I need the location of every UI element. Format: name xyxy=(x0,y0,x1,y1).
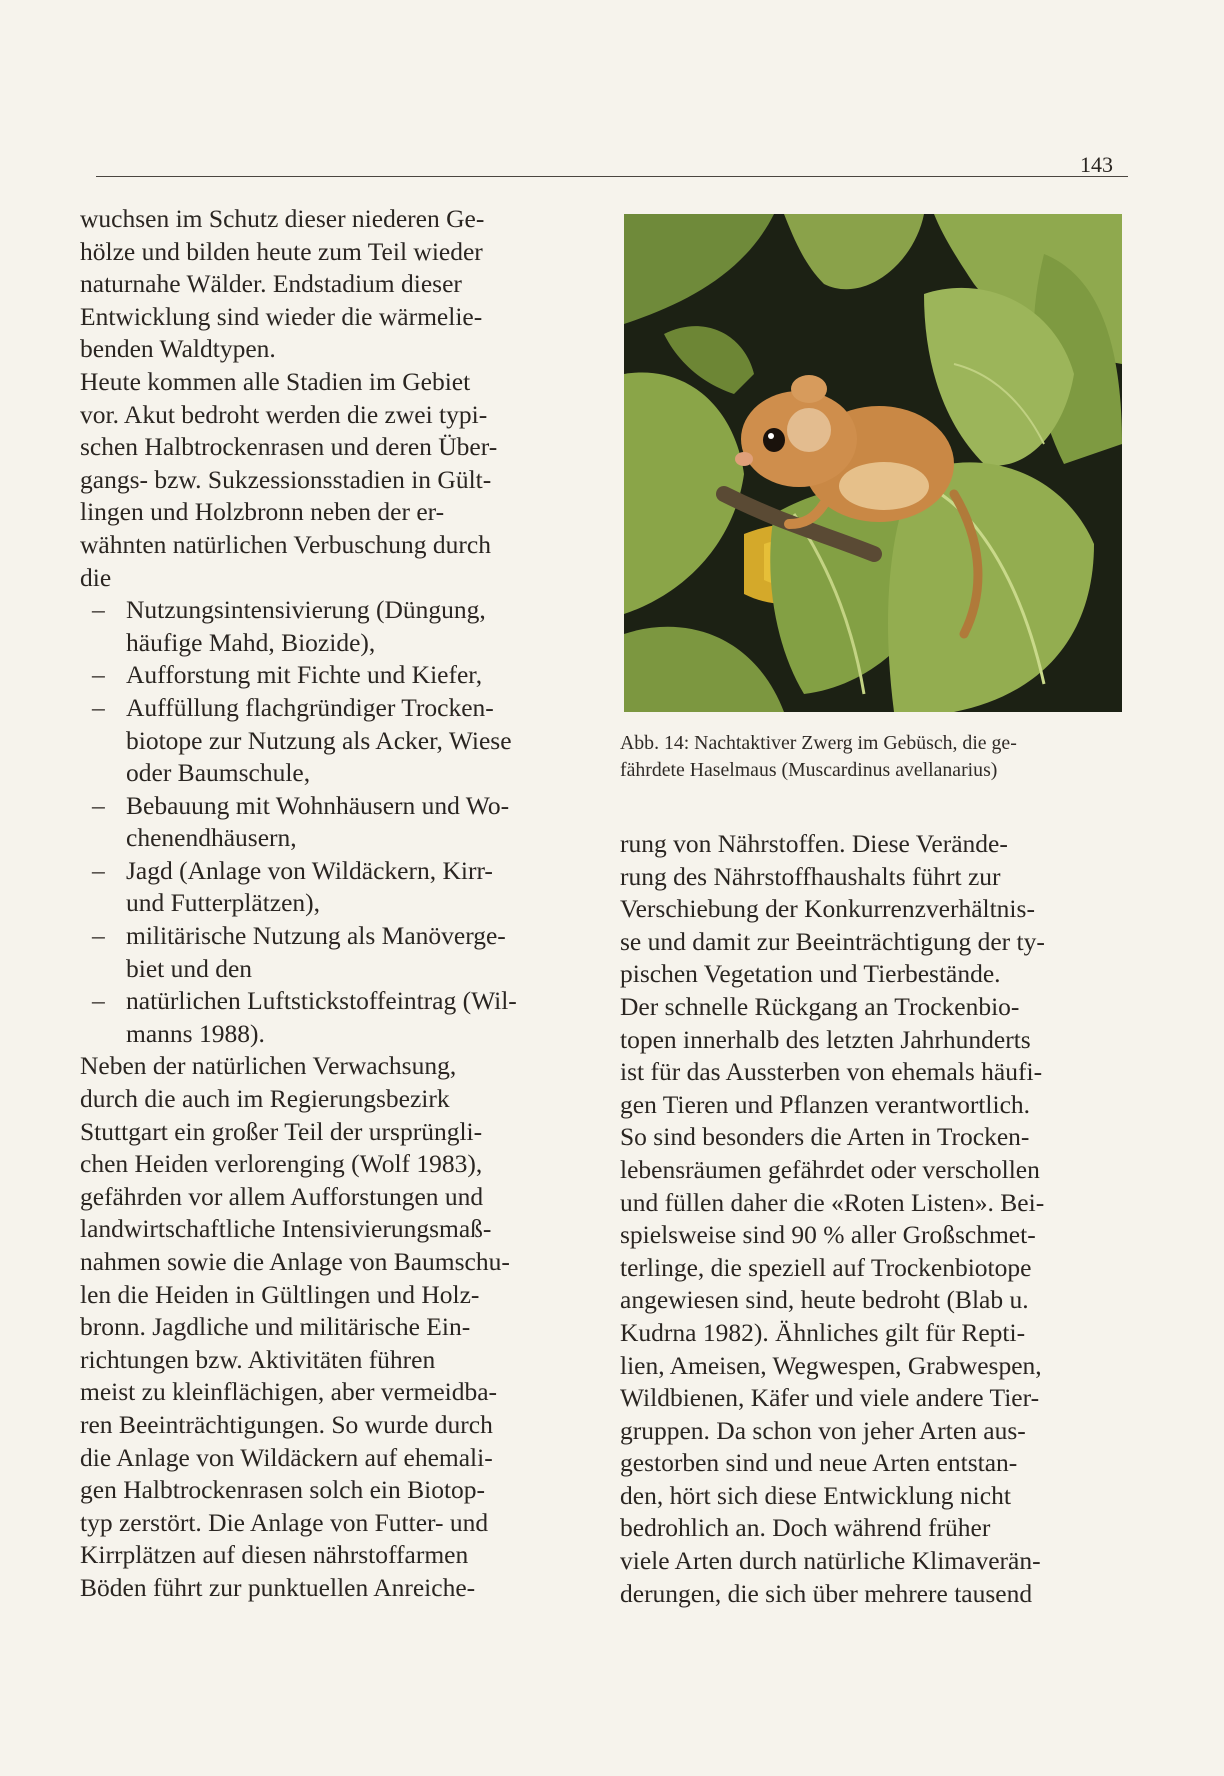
text-line: naturnahe Wälder. Endstadium dieser xyxy=(80,269,462,299)
threat-list-item xyxy=(80,790,588,855)
text-line: ist für das Aussterben von ehemals häufi- xyxy=(620,1057,1043,1087)
text-line: typ zerstört. Die Anlage von Futter- und xyxy=(80,1507,489,1537)
text-line: wuchsen im Schutz dieser niederen Ge- xyxy=(80,204,485,233)
text-line: bronn. Jagdliche und militärische Ein- xyxy=(80,1312,471,1342)
text-line: lebensräumen gefährdet oder verschollen xyxy=(620,1154,1040,1184)
text-line: gangs- bzw. Sukzessionsstadien in Gült- xyxy=(80,464,492,494)
right-column xyxy=(620,828,1116,1610)
text-line: Verschiebung der Konkurrenzverhältnis- xyxy=(620,894,1035,924)
text-line: durch die auch im Regierungsbezirk xyxy=(80,1084,450,1114)
text-line: Entwicklung sind wieder die wärmelie- xyxy=(80,301,483,331)
text-line: gen Halbtrockenrasen solch ein Biotop- xyxy=(80,1475,486,1505)
text-line: se und damit zur Beeinträchtigung der ty- xyxy=(620,926,1045,956)
text-line: Auffüllung flachgründiger Trocken- xyxy=(126,692,494,722)
text-line: landwirtschaftliche Intensivierungsmaß- xyxy=(80,1214,492,1244)
text-line: lien, Ameisen, Wegwespen, Grabwespen, xyxy=(620,1350,1042,1380)
text-line: Abb. 14: Nachtaktiver Zwerg im Gebüsch, die ge- xyxy=(620,732,1017,754)
paragraph-intro xyxy=(80,203,588,366)
text-line: Wildbienen, Käfer und viele andere Tier- xyxy=(620,1383,1040,1413)
list-dash: – xyxy=(92,660,105,690)
text-line: derungen, die sich über mehrere tausend xyxy=(620,1578,1033,1608)
text-line: Der schnelle Rückgang an Trockenbio- xyxy=(620,991,1020,1021)
dormouse-photo-drawing xyxy=(624,214,1122,712)
text-line: hölze und bilden heute zum Teil wieder xyxy=(80,236,483,266)
text-line: Kirrplätzen auf diesen nährstoffarmen xyxy=(80,1540,469,1570)
text-line: Böden führt zur punktuellen Anreiche- xyxy=(80,1572,476,1602)
dormouse-photo xyxy=(624,214,1122,712)
text-line: ren Beeinträchtigungen. So wurde durch xyxy=(80,1409,493,1439)
text-line: Bebauung mit Wohnhäusern und Wo- xyxy=(126,790,510,820)
text-line: rung des Nährstoffhaushalts führt zur xyxy=(620,861,1001,891)
text-line: die xyxy=(80,562,112,592)
page-number: 143 xyxy=(1080,152,1113,177)
text-line: fährdete Haselmaus (Muscardinus avellanarius) xyxy=(620,759,998,781)
list-dash: – xyxy=(92,855,105,885)
text-line: len die Heiden in Gültlingen und Holz- xyxy=(80,1279,480,1309)
header-rule xyxy=(96,176,1128,177)
text-line: Stuttgart ein großer Teil der ursprüngli- xyxy=(80,1116,483,1146)
text-line: Aufforstung mit Fichte und Kiefer, xyxy=(126,660,483,690)
text-line: die Anlage von Wildäckern auf ehemali- xyxy=(80,1442,493,1472)
text-line: vor. Akut bedroht werden die zwei typi- xyxy=(80,399,488,429)
text-line: schen Halbtrockenrasen und deren Über- xyxy=(80,432,498,462)
list-dash: – xyxy=(92,692,105,722)
paragraph-threats xyxy=(80,366,588,594)
list-dash: – xyxy=(92,790,105,820)
text-line: Kudrna 1982). Ähnliches gilt für Repti- xyxy=(620,1317,1026,1347)
text-line: gestorben sind und neue Arten entstan- xyxy=(620,1448,1018,1478)
paragraph-overgrowth xyxy=(80,1050,588,1604)
text-line: angewiesen sind, heute bedroht (Blab u. xyxy=(620,1285,1029,1315)
text-line: spielsweise sind 90 % aller Großschmet- xyxy=(620,1220,1036,1250)
text-line: pischen Vegetation und Tierbestände. xyxy=(620,959,1001,989)
threat-list-item xyxy=(80,855,588,920)
threat-list-item xyxy=(80,659,588,692)
text-line: Jagd (Anlage von Wildäckern, Kirr- xyxy=(126,855,493,885)
text-line: rung von Nährstoffen. Diese Verände- xyxy=(620,829,1008,858)
text-line: topen innerhalb des letzten Jahrhunderts xyxy=(620,1024,1031,1054)
text-line: lingen und Holzbronn neben der er- xyxy=(80,497,445,527)
text-line: So sind besonders die Arten in Trocken- xyxy=(620,1122,1030,1152)
list-dash: – xyxy=(92,986,105,1016)
text-line: bedrohlich an. Doch während früher xyxy=(620,1513,991,1543)
threat-list-item xyxy=(80,920,588,985)
text-line: militärische Nutzung als Manöverge- xyxy=(126,921,506,951)
text-line: chenendhäusern, xyxy=(126,823,297,853)
text-line: und füllen daher die «Roten Listen». Bei- xyxy=(620,1187,1045,1217)
text-line: natürlichen Luftstickstoffeintrag (Wil- xyxy=(126,986,517,1016)
text-line: und Futterplätzen), xyxy=(126,888,321,918)
text-line: richtungen bzw. Aktivitäten führen xyxy=(80,1344,436,1374)
text-line: den, hört sich diese Entwicklung nicht xyxy=(620,1480,1011,1510)
list-dash: – xyxy=(92,921,105,951)
threat-list-item xyxy=(80,985,588,1050)
text-line: gen Tieren und Pflanzen verantwortlich. xyxy=(620,1089,1031,1119)
threat-list xyxy=(80,594,588,1050)
text-line: manns 1988). xyxy=(126,1018,265,1048)
text-line: viele Arten durch natürliche Klimaverän- xyxy=(620,1546,1041,1576)
figure-caption xyxy=(620,730,1122,784)
text-line: Neben der natürlichen Verwachsung, xyxy=(80,1051,457,1081)
paragraph-nutrients xyxy=(620,828,1116,991)
left-column xyxy=(80,203,588,1605)
text-line: benden Waldtypen. xyxy=(80,334,276,364)
text-line: Nutzungsintensivierung (Düngung, xyxy=(126,595,486,625)
text-line: nahmen sowie die Anlage von Baumschu- xyxy=(80,1247,510,1276)
text-line: meist zu kleinflächigen, aber vermeidba- xyxy=(80,1377,498,1407)
text-line: gefährden vor allem Aufforstungen und xyxy=(80,1181,484,1211)
text-line: häufige Mahd, Biozide), xyxy=(126,627,376,657)
text-line: Heute kommen alle Stadien im Gebiet xyxy=(80,366,471,396)
list-dash: – xyxy=(92,595,105,625)
text-line: chen Heiden verlorenging (Wolf 1983), xyxy=(80,1149,483,1179)
threat-list-item xyxy=(80,594,588,659)
threat-list-item xyxy=(80,692,588,790)
text-line: biet und den xyxy=(126,953,253,983)
paragraph-decline xyxy=(620,991,1116,1610)
text-line: biotope zur Nutzung als Acker, Wiese xyxy=(126,725,512,755)
text-line: wähnten natürlichen Verbuschung durch xyxy=(80,529,491,559)
text-line: oder Baumschule, xyxy=(126,758,311,788)
text-line: gruppen. Da schon von jeher Arten aus- xyxy=(620,1415,1026,1445)
text-line: terlinge, die speziell auf Trockenbiotope xyxy=(620,1252,1032,1282)
